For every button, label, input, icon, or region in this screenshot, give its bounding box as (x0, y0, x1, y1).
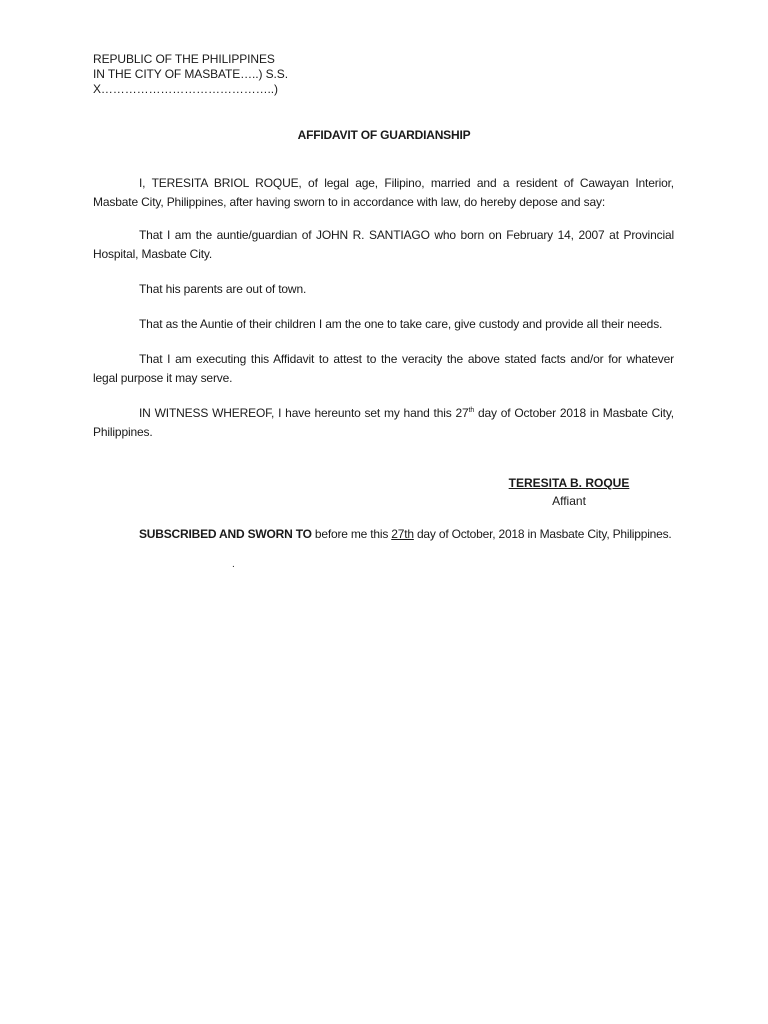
affiant-name: TERESITA B. ROQUE (508, 476, 630, 490)
witness-text-before: IN WITNESS WHEREOF, I have hereunto set my hand this 27 (139, 406, 469, 420)
paragraph-purpose-text: That I am executing this Affidavit to attest to the veracity the above stated facts and/or for whatever legal purpose it may serve. (93, 352, 674, 385)
paragraph-purpose-statement (93, 350, 674, 388)
paragraph-custody-statement (93, 315, 674, 334)
venue-line-x: X……………………………………..) (93, 82, 278, 96)
paragraph-guardian-text: That I am the auntie/guardian of JOHN R. SANTIAGO who born on February 14, 2007 at Provincial Hospital, Masbate City. (93, 228, 674, 261)
jurat-before: before me this (311, 527, 392, 541)
paragraph-parents-text: That his parents are out of town. (139, 282, 307, 296)
jurat-lead: SUBSCRIBED AND SWORN TO (139, 527, 312, 541)
paragraph-custody-text: That as the Auntie of their children I am the one to take care, give custody and provide all their needs. (139, 317, 663, 331)
paragraph-witness-statement (93, 404, 674, 442)
paragraph-parents-statement (93, 280, 674, 299)
jurat-statement (139, 526, 674, 542)
signature-block (480, 474, 658, 510)
witness-day-ordinal: th (468, 407, 475, 414)
jurat-day: 27th (391, 527, 414, 541)
venue-line-republic: REPUBLIC OF THE PHILIPPINES (93, 52, 275, 66)
paragraph-introduction (93, 174, 674, 212)
venue-line-city: IN THE CITY OF MASBATE…..) S.S. (93, 67, 288, 81)
paragraph-introduction-text: I, TERESITA BRIOL ROQUE, of legal age, Filipino, married and a resident of Cawayan Interior, Masbate City, Philippines, after having sworn to in accordance with law, do hereby depose and say: (93, 176, 674, 209)
witness-text-after: day of October 2018 in Masbate City, Philippines. (93, 406, 674, 439)
paragraph-guardian-statement (93, 226, 674, 264)
jurat-after: day of October, 2018 in Masbate City, Philippines. (413, 527, 672, 541)
document-title: AFFIDAVIT OF GUARDIANSHIP (297, 128, 471, 142)
affiant-label: Affiant (552, 494, 586, 508)
stray-period-mark: . (232, 559, 235, 570)
venue-block (93, 52, 288, 97)
